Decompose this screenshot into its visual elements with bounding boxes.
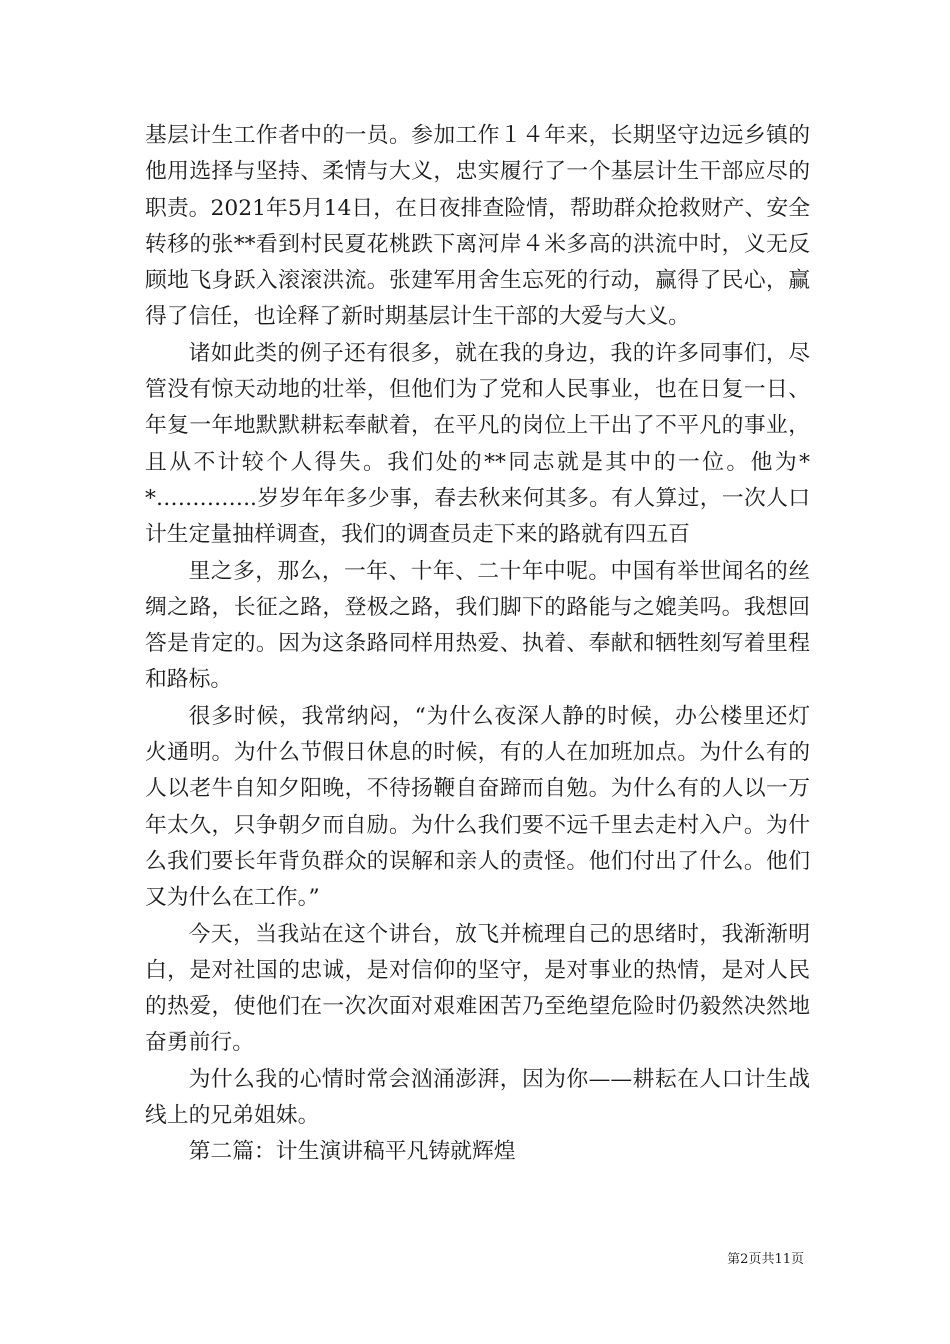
paragraph-6: 为什么我的心情时常会汹涌澎湃，因为你——耕耘在人口计生战线上的兄弟姐妹。 bbox=[145, 1066, 810, 1129]
section-heading: 第二篇：计生演讲稿平凡铸就辉煌 bbox=[188, 1139, 516, 1165]
paragraph-5: 今天，当我站在这个讲台，放飞并梳理自己的思绪时，我渐渐明白，是对社国的忠诚，是对信仰的坚守，是对事业的热情，是对人民的热爱，使他们在一次次面对艰难困苦乃至绝望危险时仍毅然决然地奋勇前行。 bbox=[145, 921, 810, 1056]
document-body bbox=[145, 118, 810, 1171]
paragraph-4: 很多时候，我常纳闷，“为什么夜深人静的时候，办公楼里还灯火通明。为什么节假日休息的时候，有的人在加班加点。为什么有的人以老牛自知夕阳晚，不待扬鞭自奋蹄而自勉。为什么有的人以一万年太久，只争朝夕而自励。为什么我们要不远千里去走村入户。为什么我们要长年背负群众的误解和亲人的责怪。他们付出了什么。他们又为什么在工作。” bbox=[145, 703, 810, 911]
paragraph-1: 基层计生工作者中的一员。参加工作１４年来，长期坚守边远乡镇的他用选择与坚持、柔情与大义，忠实履行了一个基层计生干部应尽的职责。2021年5月14日，在日夜排查险情，帮助群众抢救财产、安全转移的张**看到村民夏花桃跌下离河岸４米多高的洪流中时，义无反顾地飞身跃入滚滚洪流。张建军用舍生忘死的行动，赢得了民心，赢得了信任，也诠释了新时期基层计生干部的大爱与大义。 bbox=[145, 123, 810, 330]
paragraph-3: 里之多，那么，一年、十年、二十年中呢。中国有举世闻名的丝绸之路，长征之路，登极之路，我们脚下的路能与之媲美吗。我想回答是肯定的。因为这条路同样用热爱、执着、奉献和牺牲刻写着里程和路标。 bbox=[145, 558, 810, 693]
paragraph-2: 诸如此类的例子还有很多，就在我的身边，我的许多同事们，尽管没有惊天动地的壮举，但他们为了党和人民事业，也在日复一日、年复一年地默默耕耘奉献着，在平凡的岗位上干出了不平凡的事业，且从不计较个人得失。我们处的**同志就是其中的一位。他为**…………..岁岁年年多少事，春去秋来何其多。有人算过，一次人口计生定量抽样调查，我们的调查员走下来的路就有四五百 bbox=[145, 340, 810, 548]
page-number-footer: 第2页共11页 bbox=[727, 1252, 804, 1267]
